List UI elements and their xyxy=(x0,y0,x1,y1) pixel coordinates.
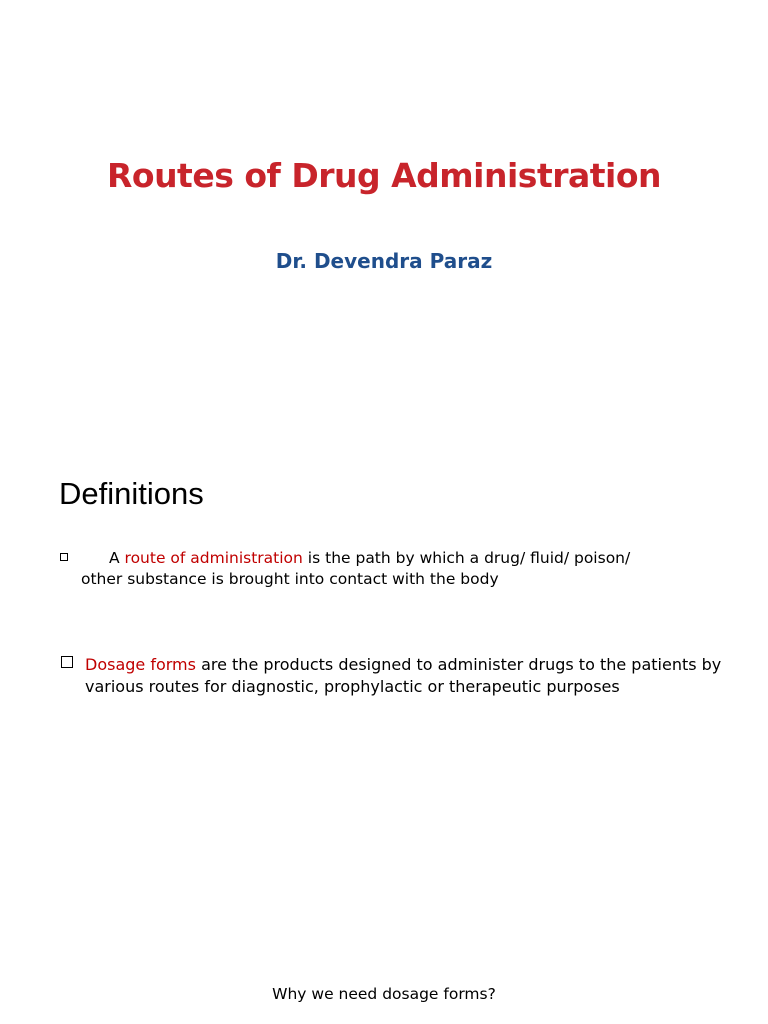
hollow-square-bullet-icon xyxy=(61,656,73,668)
definition-text: is the path by which a drug/ fluid/ poison/ xyxy=(302,549,631,567)
definition-line xyxy=(85,654,721,676)
author-name: Dr. Devendra Paraz xyxy=(275,249,493,273)
definition-prefix: A xyxy=(109,549,125,567)
definition-route-of-administration xyxy=(81,548,630,590)
definition-dosage-forms xyxy=(85,654,721,698)
definition-text: are the products designed to administer drugs to the patients by xyxy=(195,655,722,674)
definition-line-2: other substance is brought into contact with the body xyxy=(81,570,499,588)
highlighted-term: Dosage forms xyxy=(85,655,196,674)
definition-line-2: various routes for diagnostic, prophylactic or therapeutic purposes xyxy=(85,677,620,696)
highlighted-term: route of administration xyxy=(124,549,303,567)
hollow-square-bullet-icon xyxy=(60,553,68,561)
section-heading: Definitions xyxy=(59,476,204,511)
slide-title: Routes of Drug Administration xyxy=(106,156,662,195)
bottom-question: Why we need dosage forms? xyxy=(272,985,496,1003)
definition-line xyxy=(81,548,630,569)
